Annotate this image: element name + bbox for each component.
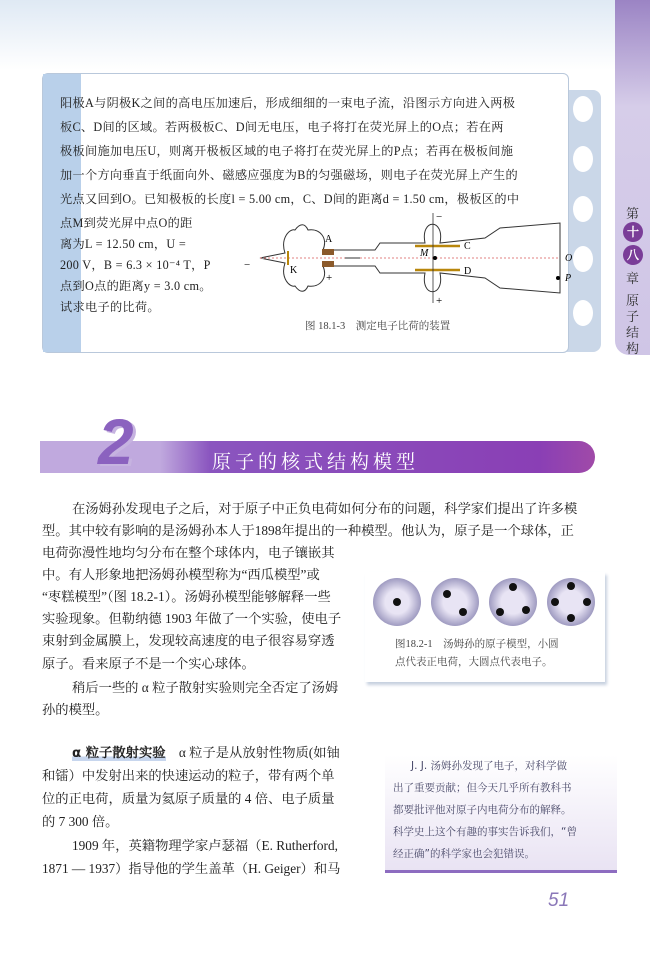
- label-D: D: [464, 266, 472, 277]
- body-line: 和镭）中发射出来的快速运动的粒子，带有两个单: [42, 768, 335, 783]
- body-line: 1871 — 1937）指导他的学生盖革（H. Geiger）和马: [42, 861, 341, 876]
- body-line: 的 7 300 倍。: [42, 814, 119, 829]
- chapter-di: 第: [625, 207, 639, 222]
- body-text: α 粒子是从放射性物质(如铀: [178, 745, 340, 760]
- body-line: 原子。看来原子不是一个实心球体。: [42, 656, 255, 671]
- binder-hole: [573, 96, 593, 122]
- chapter-title-char: 构: [625, 342, 639, 357]
- problem-line: 离为L = 12.50 cm，U =: [60, 237, 187, 251]
- problem-line: 光点又回到O。已知极板的长度l = 5.00 cm，C、D间的距离d = 1.50 cm，极板区的中: [60, 192, 520, 206]
- note-line: 经正确”的科学家也会犯错误。: [393, 848, 535, 860]
- label-minus-cathode: −: [244, 259, 251, 271]
- atom-model-2: [431, 578, 479, 626]
- note-line: J. J. 汤姆孙发现了电子，对科学做: [411, 760, 568, 772]
- binder-hole: [573, 196, 593, 222]
- label-minus: −: [436, 211, 443, 223]
- label-C: C: [464, 241, 471, 252]
- chapter-tab: [615, 0, 650, 355]
- label-O: O: [565, 253, 573, 264]
- figure-caption: 图 18.1-3 测定电子比荷的装置: [305, 321, 451, 332]
- problem-line: 加一个方向垂直于纸面向外、磁感应强度为B的匀强磁场，则电子在荧光屏上产生的: [60, 168, 518, 182]
- chapter-title-char: 结: [625, 326, 639, 341]
- note-line: 出了重要贡献；但今天几乎所有教科书: [393, 782, 572, 794]
- subheading-alpha-scattering: α 粒子散射实验: [72, 746, 166, 761]
- label-plus-anode: +: [326, 272, 333, 284]
- binder-hole: [573, 300, 593, 326]
- chapter-title-char: 原: [625, 294, 639, 309]
- body-line: 稍后一些的 α 粒子散射实验则完全否定了汤姆: [72, 680, 339, 695]
- body-line: 孙的模型。: [42, 702, 109, 717]
- binder-hole: [573, 246, 593, 272]
- note-line: 科学史上这个有趣的事实告诉我们，“曾: [393, 826, 577, 838]
- atom-model-1: [373, 578, 421, 626]
- margin-note: [385, 755, 617, 873]
- atom-model-4: [547, 578, 595, 626]
- problem-line: 200 V，B = 6.3 × 10⁻⁴ T，P: [60, 258, 211, 272]
- body-line: 在汤姆孙发现电子之后，对于原子中正负电荷如何分布的问题，科学家们提出了许多模: [72, 501, 578, 516]
- figure2-caption-line: 点代表正电荷，大圆点代表电子。: [395, 657, 553, 668]
- section-title: 原子的核式结构模型: [212, 451, 420, 473]
- label-K: K: [290, 265, 298, 276]
- section-number: 2: [98, 406, 134, 478]
- atom-model-3: [489, 578, 537, 626]
- body-line: 1909 年，英籍物理学家卢瑟福（E. Rutherford,: [72, 838, 338, 853]
- binder-tabs: [565, 90, 601, 352]
- thomson-model-figure: [365, 572, 605, 682]
- figure2-caption-line: 图18.2-1 汤姆孙的原子模型，小圆: [395, 639, 559, 650]
- body-line: 位的正电荷，质量为氦原子质量的 4 倍、电子质量: [42, 791, 335, 806]
- body-line: 型。其中较有影响的是汤姆孙本人于1898年提出的一种模型。他认为，原子是一个球体，正: [42, 523, 574, 538]
- chapter-num-ten: 十: [623, 222, 643, 242]
- body-line: “枣糕模型”（图 18.2-1）。汤姆孙模型能够解释一些: [42, 589, 331, 604]
- problem-line: 点M到荧光屏中点O的距: [60, 216, 193, 230]
- page-number: 51: [548, 890, 570, 911]
- note-line: 都要批评他对原子内电荷分布的解释。: [393, 804, 572, 816]
- problem-line: 阳极A与阴极K之间的高电压加速后，形成细细的一束电子流，沿图示方向进入两极: [60, 96, 516, 110]
- label-M: M: [420, 248, 429, 259]
- body-line: 实验现象。但勒纳德 1903 年做了一个实验，使电子: [42, 611, 342, 626]
- body-line: 电荷弥漫性地均匀分布在整个球体内，电子镶嵌其: [42, 545, 335, 560]
- problem-line: 极板间施加电压U，则离开极板区域的电子将打在荧光屏上的P点；若再在极板间施: [60, 144, 514, 158]
- page-header-fade: [0, 0, 615, 70]
- problem-line: 试求电子的比荷。: [60, 300, 160, 314]
- label-plus: +: [436, 295, 443, 307]
- label-A: A: [325, 234, 333, 245]
- binder-hole: [573, 146, 593, 172]
- problem-line: 点到O点的距离y = 3.0 cm。: [60, 279, 212, 293]
- body-line: 中。有人形象地把汤姆孙模型称为“西瓜模型”或: [42, 567, 320, 582]
- chapter-num-eight: 八: [623, 245, 643, 265]
- label-P: P: [565, 273, 572, 284]
- chapter-title-char: 子: [625, 310, 639, 325]
- body-line: [72, 744, 340, 762]
- problem-line: 板C、D间的区域。若两极板C、D间无电压，电子将打在荧光屏上的O点；若在两: [60, 120, 504, 134]
- electron-tube-diagram: [230, 208, 573, 308]
- body-line: 束射到金属膜上，发现较高速度的电子很容易穿透: [42, 633, 335, 648]
- chapter-zhang: 章: [625, 272, 639, 287]
